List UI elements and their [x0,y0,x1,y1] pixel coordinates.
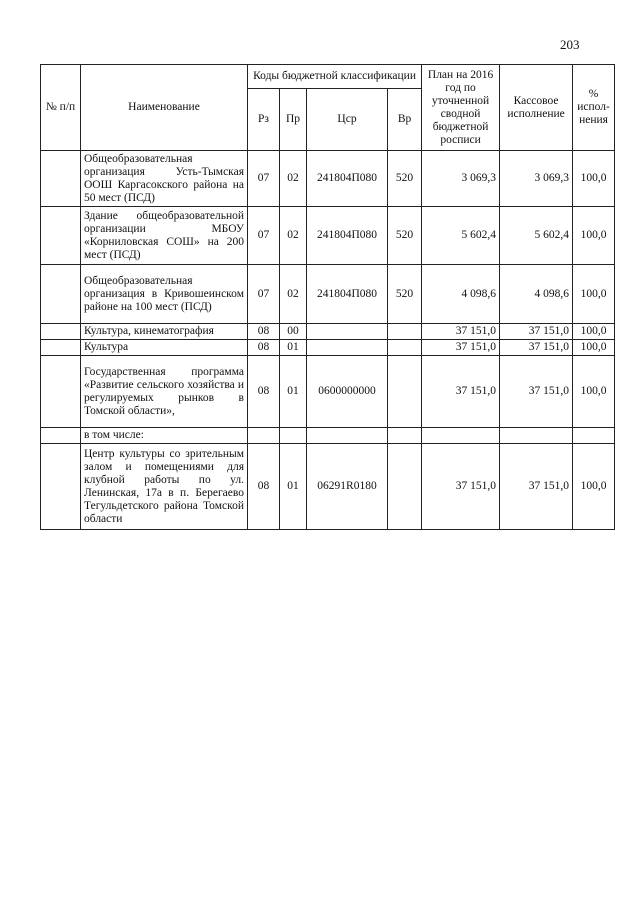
cell-rz: 08 [248,356,280,428]
cell-cash: 4 098,6 [500,265,573,324]
cell-name: в том числе: [81,428,248,444]
header-name: Наименование [81,65,248,151]
cell-cash: 37 151,0 [500,324,573,340]
table-row [41,340,615,356]
cell-vr: 520 [388,265,422,324]
cell-name: Здание общеобразовательной организации МБОУ «Корниловская СОШ» на 200 мест (ПСД) [81,207,248,265]
cell-plan: 4 098,6 [422,265,500,324]
header-plan: План на 2016 год по уточненной сводной бюджетной росписи [422,65,500,151]
cell-csr: 0600000000 [307,356,388,428]
cell-cash: 3 069,3 [500,151,573,207]
cell-cash [500,428,573,444]
cell-vr: 520 [388,207,422,265]
header-pr: Пр [280,89,307,151]
cell-num [41,428,81,444]
cell-name: Общеобразовательная организация в Кривошеинском районе на 100 мест (ПСД) [81,265,248,324]
cell-csr: 06291R0180 [307,444,388,530]
cell-vr [388,324,422,340]
cell-vr [388,428,422,444]
cell-pr: 02 [280,207,307,265]
table-row [41,356,615,428]
cell-rz: 08 [248,324,280,340]
cell-name: Культура [81,340,248,356]
table-row [41,265,615,324]
cell-vr [388,340,422,356]
cell-pct: 100,0 [573,356,615,428]
cell-num [41,340,81,356]
cell-plan: 37 151,0 [422,356,500,428]
cell-csr: 241804П080 [307,265,388,324]
cell-num [41,324,81,340]
cell-csr [307,428,388,444]
cell-cash: 37 151,0 [500,340,573,356]
header-pct: % испол-нения [573,65,615,151]
cell-plan: 37 151,0 [422,324,500,340]
cell-rz: 08 [248,444,280,530]
table-row [41,428,615,444]
header-rz: Рз [248,89,280,151]
budget-table [40,64,615,530]
cell-rz: 08 [248,340,280,356]
cell-pct: 100,0 [573,265,615,324]
cell-pr: 01 [280,356,307,428]
cell-num [41,356,81,428]
header-csr: Цср [307,89,388,151]
cell-pct: 100,0 [573,340,615,356]
cell-plan: 3 069,3 [422,151,500,207]
cell-pr [280,428,307,444]
cell-vr [388,444,422,530]
cell-pct: 100,0 [573,207,615,265]
table-row [41,444,615,530]
cell-csr [307,340,388,356]
cell-num [41,151,81,207]
cell-pr: 01 [280,340,307,356]
cell-name: Центр культуры со зрительным залом и помещениями для клубной работы по ул. Ленинская, 17а в п. Берегаево Тегульдетского района Томской области [81,444,248,530]
cell-rz: 07 [248,265,280,324]
cell-vr [388,356,422,428]
cell-rz [248,428,280,444]
cell-name: Общеобразовательная организация Усть-Тымская ООШ Каргасокского района на 50 мест (ПСД) [81,151,248,207]
cell-pr: 01 [280,444,307,530]
cell-plan: 37 151,0 [422,444,500,530]
cell-rz: 07 [248,207,280,265]
cell-pct: 100,0 [573,324,615,340]
cell-vr: 520 [388,151,422,207]
header-cash: Кассовое исполнение [500,65,573,151]
header-num: № п/п [41,65,81,151]
cell-cash: 37 151,0 [500,444,573,530]
cell-csr [307,324,388,340]
cell-csr: 241804П080 [307,207,388,265]
cell-cash: 5 602,4 [500,207,573,265]
header-codes-group: Коды бюджетной классификации [248,65,422,89]
cell-plan: 5 602,4 [422,207,500,265]
cell-cash: 37 151,0 [500,356,573,428]
page-number: 203 [560,37,580,52]
cell-pr: 02 [280,151,307,207]
cell-pct: 100,0 [573,151,615,207]
cell-plan [422,428,500,444]
cell-num [41,207,81,265]
header-vr: Вр [388,89,422,151]
cell-csr: 241804П080 [307,151,388,207]
cell-name: Государственная программа «Развитие сельского хозяйства и регулируемых рынков в Томской области», [81,356,248,428]
table-row [41,151,615,207]
table-row [41,207,615,265]
cell-pct: 100,0 [573,444,615,530]
cell-name: Культура, кинематография [81,324,248,340]
cell-plan: 37 151,0 [422,340,500,356]
cell-pr: 02 [280,265,307,324]
cell-num [41,444,81,530]
cell-pct [573,428,615,444]
table-row [41,324,615,340]
cell-rz: 07 [248,151,280,207]
cell-pr: 00 [280,324,307,340]
cell-num [41,265,81,324]
